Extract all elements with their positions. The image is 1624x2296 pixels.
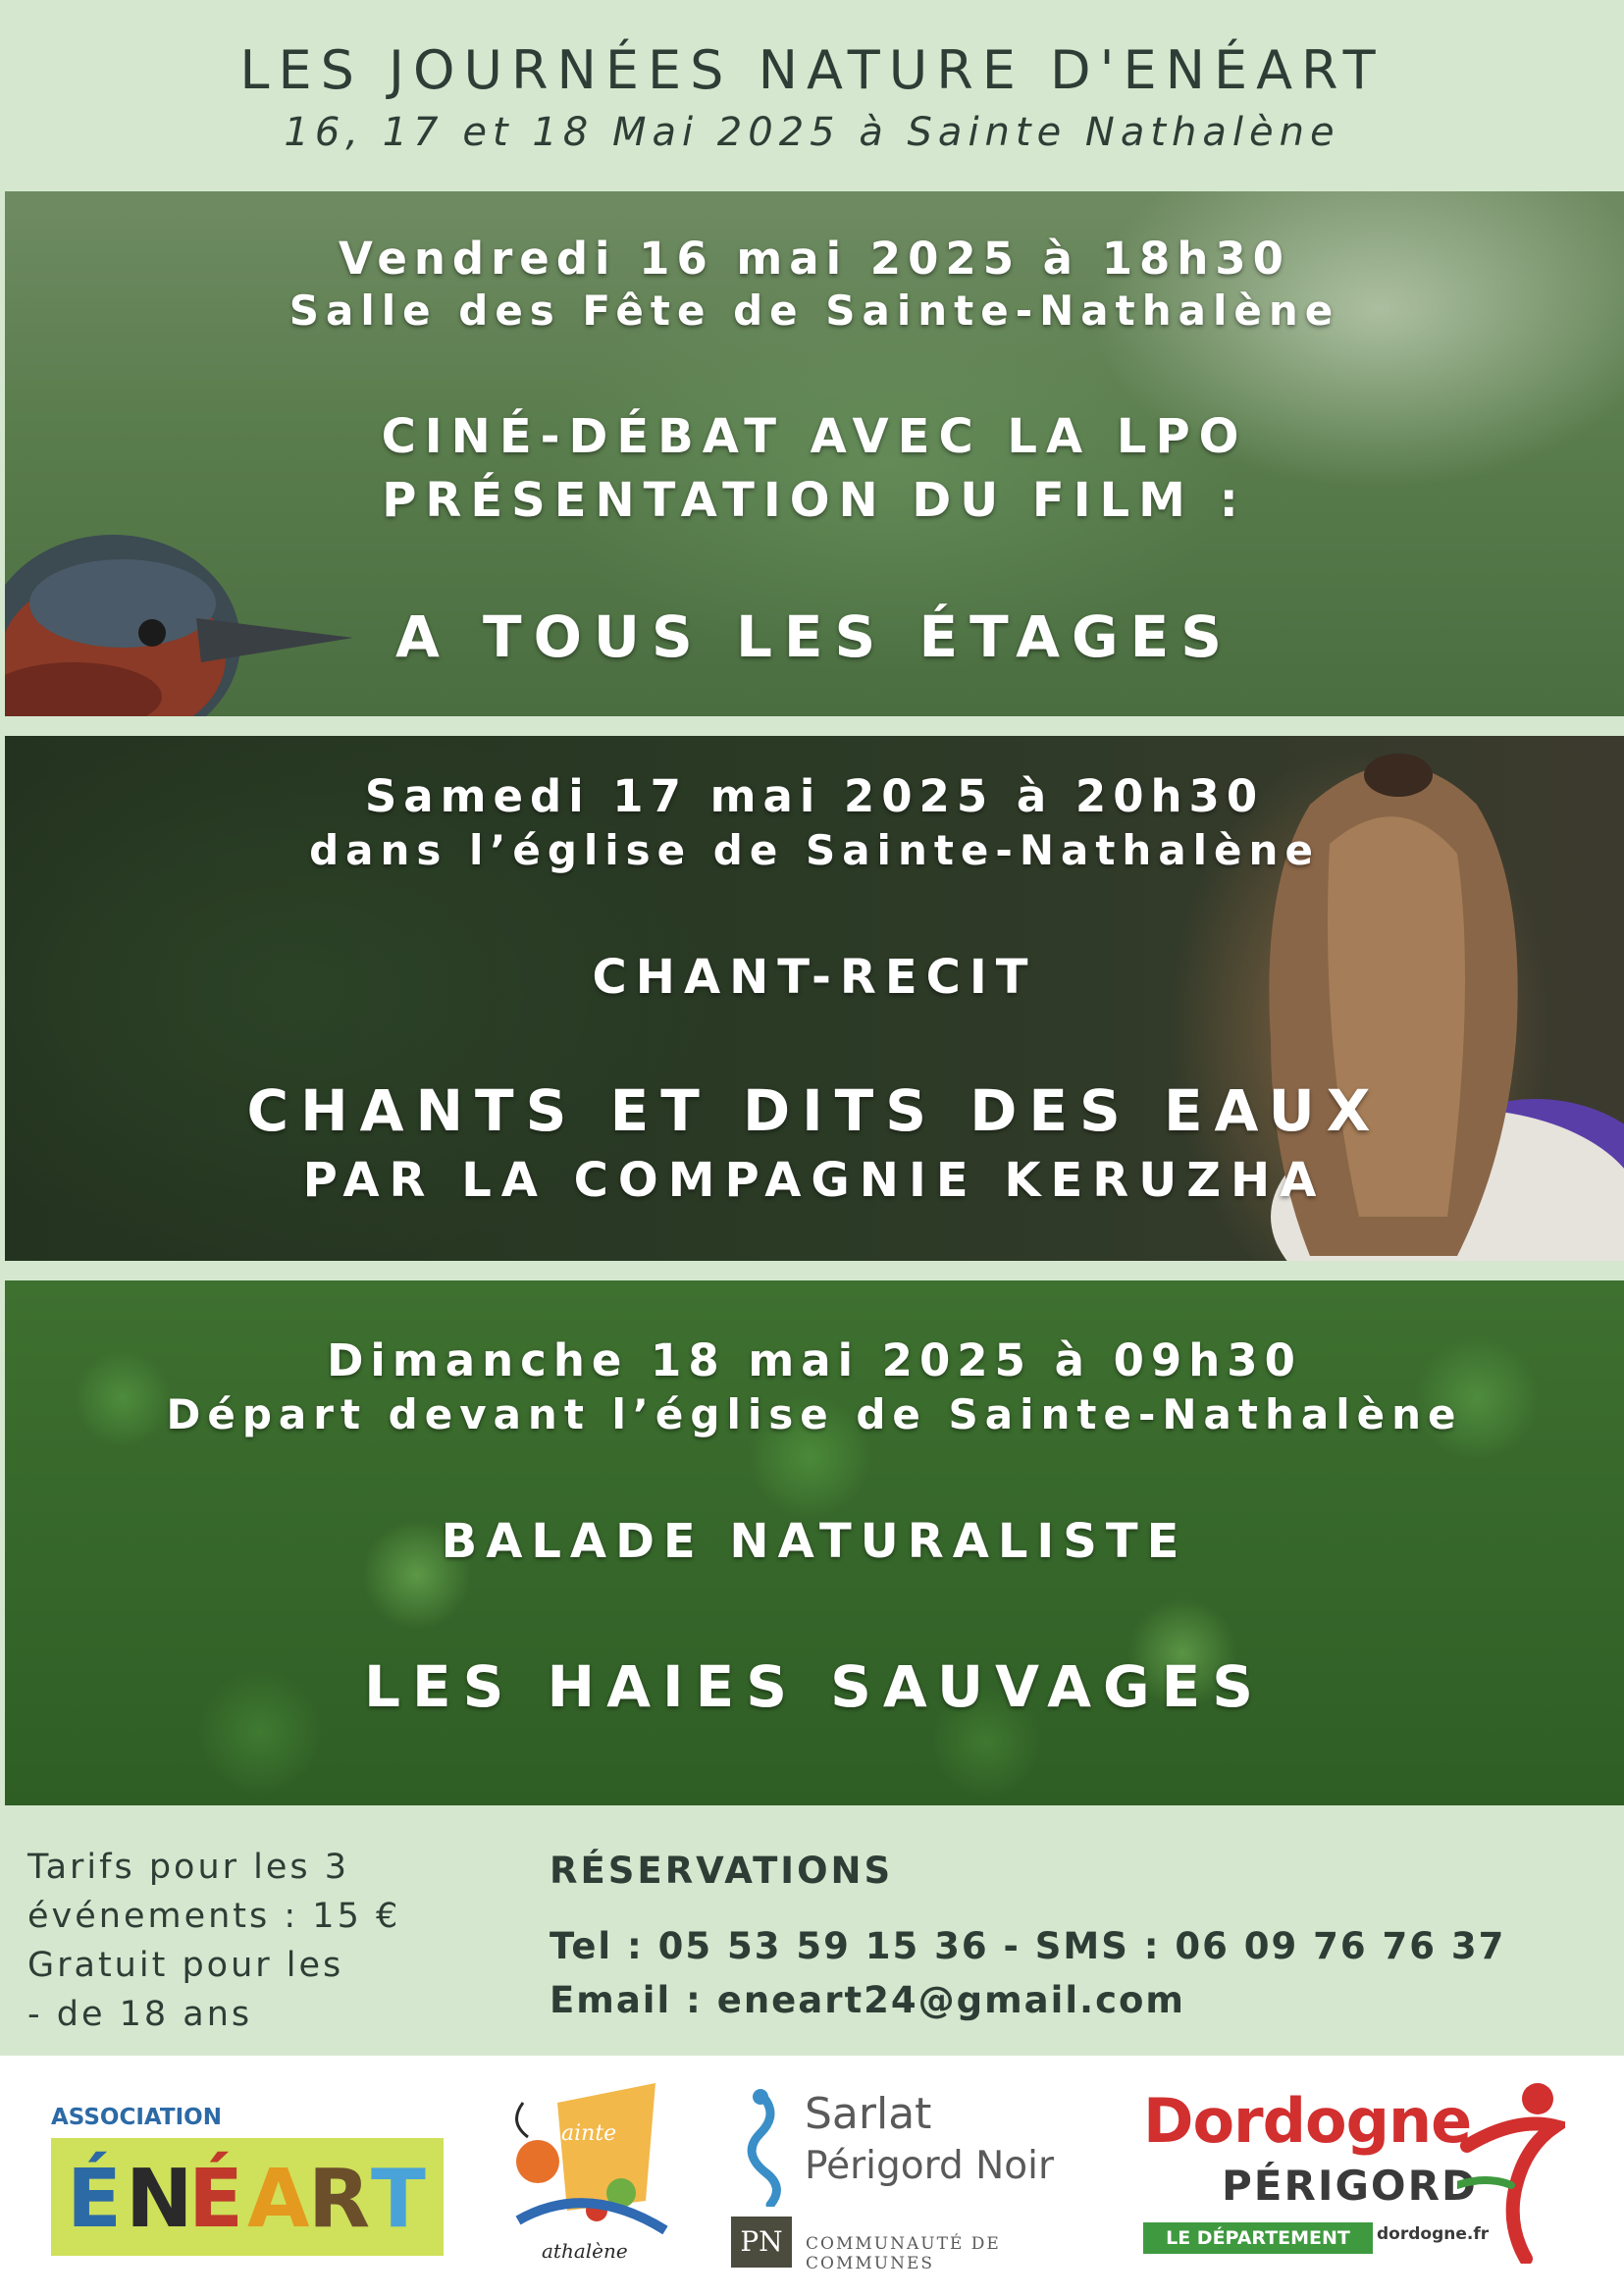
dordogne-website: dordogne.fr xyxy=(1377,2224,1490,2244)
event-title: CHANTS ET DITS DES EAUX xyxy=(246,1077,1383,1144)
tarifs-line: Gratuit pour les xyxy=(27,1946,344,1985)
event-panel-sunday xyxy=(5,1280,1624,1805)
event-date: Vendredi 16 mai 2025 à 18h30 xyxy=(338,233,1290,285)
reservations-email: Email : eneart24@gmail.com xyxy=(550,1979,1185,2021)
event-type: BALADE NATURALISTE xyxy=(441,1514,1188,1569)
event-type: CINÉ-DÉBAT AVEC LA LPO xyxy=(381,409,1248,464)
sainte-nathalene-emblem xyxy=(498,2083,685,2270)
dordogne-title: Dordogne xyxy=(1143,2085,1472,2157)
tarifs-line: - de 18 ans xyxy=(27,1995,253,2034)
tarifs-line: événements : 15 € xyxy=(27,1897,401,1936)
sarlat-subtitle: Périgord Noir xyxy=(805,2144,1055,2188)
eneart-letter: T xyxy=(371,2153,426,2246)
sarlat-badge: PN xyxy=(731,2217,792,2268)
reservations-phone: Tel : 05 53 59 15 36 - SMS : 06 09 76 76 37 xyxy=(550,1925,1506,1967)
eneart-logo-label: ASSOCIATION xyxy=(51,2105,222,2130)
info-section xyxy=(0,1805,1624,2056)
sainte-nathalene-text-1: ainte xyxy=(561,2121,617,2146)
poster-header xyxy=(0,0,1624,191)
eneart-letter: A xyxy=(247,2153,310,2246)
event-place: dans l’église de Sainte-Nathalène xyxy=(309,826,1320,874)
eneart-letter: É xyxy=(187,2153,243,2246)
eneart-letter: É xyxy=(66,2153,122,2246)
dordogne-subtitle: PÉRIGORD xyxy=(1222,2162,1478,2210)
eneart-letter: R xyxy=(308,2153,371,2246)
sarlat-caption: COMMUNAUTÉ DE COMMUNES xyxy=(806,2234,1001,2273)
eneart-letter: N xyxy=(126,2153,193,2246)
event-place: Salle des Fête de Sainte-Nathalène xyxy=(288,287,1340,335)
event-type: CHANT-RECIT xyxy=(592,950,1037,1005)
event-place: Départ devant l’église de Sainte-Nathalène xyxy=(166,1390,1463,1438)
tarifs-block xyxy=(27,1843,489,2039)
lizard-icon xyxy=(731,2089,800,2207)
event-title: A TOUS LES ÉTAGES xyxy=(394,603,1234,670)
event-title: LES HAIES SAUVAGES xyxy=(364,1653,1265,1720)
event-type-line2: PRÉSENTATION DU FILM : xyxy=(382,473,1247,528)
event-date: Dimanche 18 mai 2025 à 09h30 xyxy=(327,1334,1302,1386)
eneart-logo-box xyxy=(51,2138,444,2256)
eneart-logo xyxy=(51,2105,453,2262)
sainte-nathalene-text-2: athalène xyxy=(542,2239,628,2263)
event-panel-friday xyxy=(5,191,1624,716)
event-panel-saturday xyxy=(5,736,1624,1261)
tarifs-line: Tarifs pour les 3 xyxy=(27,1848,350,1887)
poster-title: LES JOURNÉES NATURE D'ENÉART xyxy=(239,39,1385,101)
partner-logos xyxy=(0,2056,1624,2296)
dordogne-bar: LE DÉPARTEMENT xyxy=(1143,2222,1373,2254)
sainte-nathalene-logo xyxy=(498,2083,685,2270)
event-date: Samedi 17 mai 2025 à 20h30 xyxy=(364,770,1265,822)
sarlat-title: Sarlat xyxy=(805,2089,932,2139)
dordogne-logo xyxy=(1143,2077,1585,2273)
event-title-line2: PAR LA COMPAGNIE KERUZHA xyxy=(302,1153,1327,1208)
reservations-title: RÉSERVATIONS xyxy=(550,1850,894,1892)
sarlat-logo xyxy=(731,2089,1104,2275)
poster-subtitle: 16, 17 et 18 Mai 2025 à Sainte Nathalène xyxy=(284,110,1340,155)
